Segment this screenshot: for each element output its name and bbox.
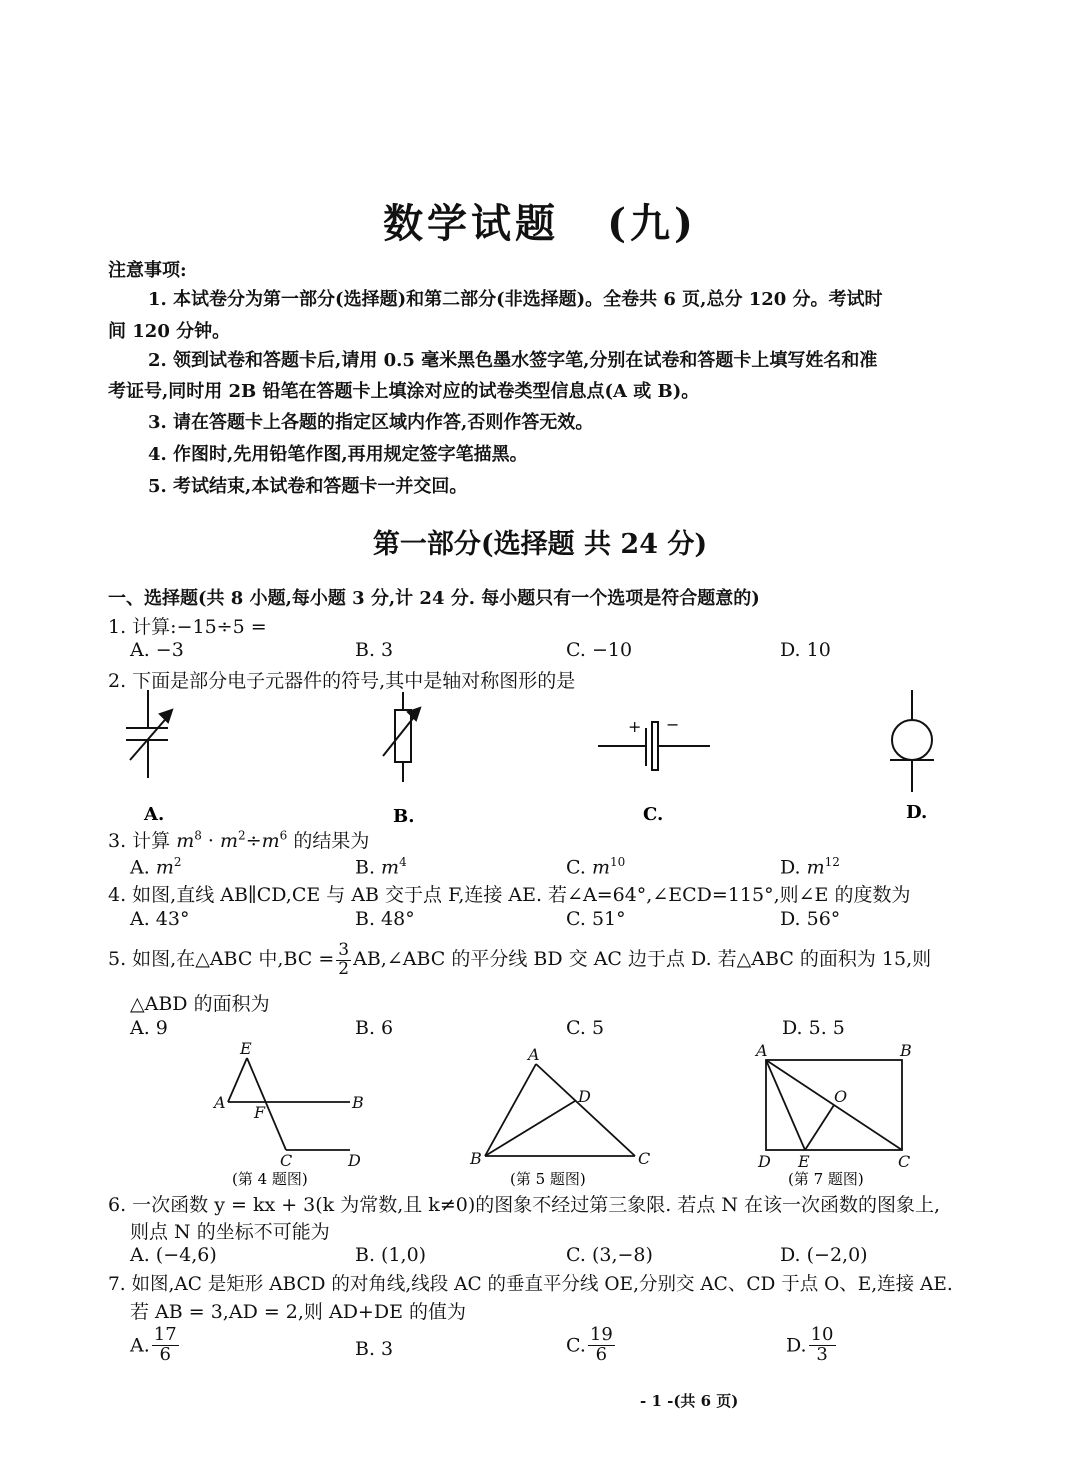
q6-option-c: C. (3,−8) bbox=[566, 1244, 653, 1266]
fig5-label-d: D bbox=[578, 1087, 591, 1106]
q7-option-b: B. 3 bbox=[355, 1338, 394, 1360]
fig7-label-c: C bbox=[898, 1152, 911, 1171]
fig4-label-c: C bbox=[280, 1151, 293, 1170]
page-title bbox=[0, 192, 1080, 249]
section1-heading: 一、选择题(共 8 小题,每小题 3 分,计 24 分. 每小题只有一个选项是符合题意的) bbox=[108, 588, 760, 609]
q2-label-d: D. bbox=[906, 802, 928, 823]
polarized-capacitor-icon bbox=[598, 722, 710, 770]
q1-option-a: A. −3 bbox=[130, 639, 184, 661]
fig5-label-a: A bbox=[528, 1045, 540, 1064]
fig4-label-f: F bbox=[254, 1103, 266, 1122]
fig4-label-b: B bbox=[352, 1093, 364, 1112]
fig5-label-c: C bbox=[638, 1149, 651, 1168]
q4-stem: 4. 如图,直线 AB∥CD,CE 与 AB 交于点 F,连接 AE. 若∠A=64°,∠ECD=115°,则∠E 的度数为 bbox=[108, 884, 911, 906]
q1-option-c: C. −10 bbox=[566, 639, 633, 661]
q4-option-a: A. 43° bbox=[130, 908, 190, 930]
q2-label-c: C. bbox=[643, 804, 664, 825]
q1-option-b: B. 3 bbox=[355, 639, 394, 661]
fig7-label-a: A bbox=[756, 1041, 768, 1060]
q2-label-a: A. bbox=[144, 804, 165, 825]
notice-line-7: 5. 考试结束,本试卷和答题卡一并交回。 bbox=[148, 476, 468, 497]
fig7-label-e: E bbox=[798, 1152, 810, 1171]
variable-capacitor-icon bbox=[126, 690, 172, 778]
q2-stem: 2. 下面是部分电子元器件的符号,其中是轴对称图形的是 bbox=[108, 670, 576, 692]
notice-line-5: 3. 请在答题卡上各题的指定区域内作答,否则作答无效。 bbox=[148, 412, 594, 433]
fig5-caption: (第 5 题图) bbox=[510, 1170, 586, 1188]
q3-option-d: D. $m^{12}$ bbox=[780, 855, 840, 879]
q5-option-d: D. 5. 5 bbox=[782, 1017, 845, 1039]
notice-line-3: 2. 领到试卷和答题卡后,请用 0.5 毫米黑色墨水签字笔,分别在试卷和答题卡上填写姓名和准 bbox=[148, 350, 878, 371]
fig4-label-d: D bbox=[348, 1151, 361, 1170]
fig7-label-d: D bbox=[758, 1152, 771, 1171]
title-main: 数学试题 bbox=[383, 200, 560, 247]
fig5-label-b: B bbox=[470, 1149, 482, 1168]
part1-heading: 第一部分(选择题 共 24 分) bbox=[372, 529, 708, 560]
q1-option-d: D. 10 bbox=[780, 639, 831, 661]
minus-sign: − bbox=[666, 715, 680, 734]
q6-option-b: B. (1,0) bbox=[355, 1244, 427, 1266]
lamp-symbol-icon bbox=[890, 690, 934, 792]
q1-stem: 1. 计算:−15÷5 = bbox=[108, 616, 267, 638]
q7-option-a: A. $\frac{17}{6}$ bbox=[130, 1324, 177, 1365]
q6-option-d: D. (−2,0) bbox=[780, 1244, 868, 1266]
fig7-caption: (第 7 题图) bbox=[788, 1170, 864, 1188]
q6-stem: 6. 一次函数 y = kx + 3(k 为常数,且 k≠0)的图象不经过第三象限. 若点 N 在该一次函数的图象上, bbox=[108, 1194, 941, 1216]
q2-label-b: B. bbox=[393, 806, 415, 827]
page-footer: - 1 -(共 6 页) bbox=[640, 1392, 739, 1410]
notice-line-2: 间 120 分钟。 bbox=[108, 321, 231, 342]
fig4-label-e: E bbox=[240, 1040, 252, 1058]
q7-option-d: D. $\frac{10}{3}$ bbox=[786, 1324, 834, 1365]
q3-option-b: B. $m^4$ bbox=[355, 855, 407, 879]
q3-option-c: C. $m^{10}$ bbox=[566, 855, 626, 879]
fig4-label-a: A bbox=[214, 1093, 226, 1112]
q3-stem: 3. 计算 $m^8 \cdot m^2\div m^6$ 的结果为 bbox=[108, 828, 370, 852]
notice-line-4: 考证号,同时用 2B 铅笔在答题卡上填涂对应的试卷类型信息点(A 或 B)。 bbox=[108, 381, 700, 402]
geometry-figures bbox=[200, 1040, 930, 1190]
q7-option-c: C. $\frac{19}{6}$ bbox=[566, 1324, 613, 1365]
notice-heading: 注意事项: bbox=[108, 260, 187, 281]
q4-option-b: B. 48° bbox=[355, 908, 415, 930]
q3-option-a: A. $m^2$ bbox=[130, 855, 182, 879]
q5-option-c: C. 5 bbox=[566, 1017, 605, 1039]
fig4-caption: (第 4 题图) bbox=[232, 1170, 308, 1188]
q6-stem-cont: 则点 N 的坐标不可能为 bbox=[130, 1221, 330, 1243]
fig7-label-o: O bbox=[834, 1087, 848, 1106]
q7-stem: 7. 如图,AC 是矩形 ABCD 的对角线,线段 AC 的垂直平分线 OE,分别交 AC、CD 于点 O、E,连接 AE. bbox=[108, 1274, 953, 1295]
q2-component-symbols bbox=[100, 690, 980, 830]
q4-option-d: D. 56° bbox=[780, 908, 841, 930]
q5-stem: 5. 如图,在△ABC 中,BC = $\frac{3}{2}$ AB,∠ABC 的平分线 BD 交 AC 边于点 D. 若△ABC 的面积为 15,则 bbox=[108, 939, 932, 979]
q5-option-a: A. 9 bbox=[130, 1017, 168, 1039]
fig7-label-b: B bbox=[900, 1041, 912, 1060]
notice-line-1: 1. 本试卷分为第一部分(选择题)和第二部分(非选择题)。全卷共 6 页,总分 120 分。考试时 bbox=[148, 289, 883, 310]
q4-option-c: C. 51° bbox=[566, 908, 626, 930]
q6-option-a: A. (−4,6) bbox=[130, 1244, 217, 1266]
variable-resistor-icon bbox=[383, 692, 420, 782]
figure-q4 bbox=[228, 1058, 350, 1150]
q7-stem-cont: 若 AB = 3,AD = 2,则 AD+DE 的值为 bbox=[130, 1301, 466, 1323]
q5-stem-cont: △ABD 的面积为 bbox=[130, 993, 270, 1015]
figure-q5 bbox=[485, 1064, 635, 1156]
q5-option-b: B. 6 bbox=[355, 1017, 394, 1039]
notice-line-6: 4. 作图时,先用铅笔作图,再用规定签字笔描黑。 bbox=[148, 444, 528, 465]
plus-sign: + bbox=[628, 717, 642, 736]
title-volume: (九) bbox=[607, 200, 697, 247]
